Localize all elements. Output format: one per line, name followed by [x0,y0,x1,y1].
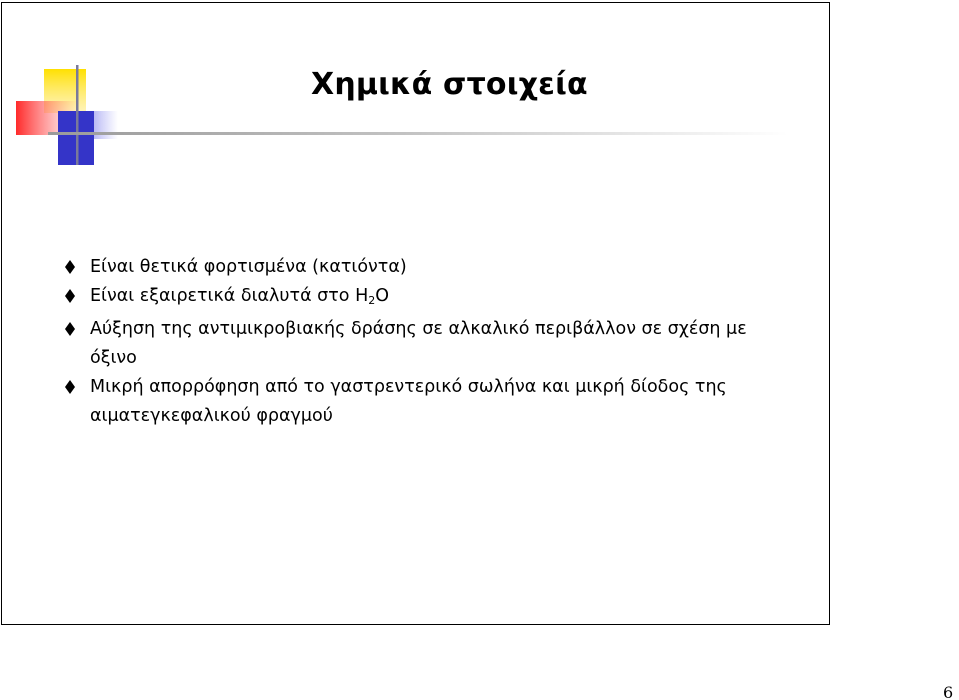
slide-title: Χημικά στοιχεία [311,67,588,102]
bullet-text: Είναι θετικά φορτισμένα (κατιόντα) [90,257,407,277]
bullet-text-continuation: αιματεγκεφαλικού φραγμού [90,406,333,426]
subscript: 2 [368,294,376,307]
bullet-item [64,315,784,373]
bullet-item [64,253,784,282]
bullet-list [64,253,784,431]
diamond-bullet-icon [64,259,76,275]
bullet-text: Μικρή απορρόφηση από το γαστρεντερικό σωλήνα και μικρή δίοδος της [90,377,727,397]
diamond-bullet-icon [64,379,76,395]
slide [1,2,830,625]
corner-decoration-icon [2,3,142,183]
bullet-item [64,373,784,431]
bullet-text-continuation: όξινο [90,348,137,368]
page-number: 6 [943,683,954,700]
bullet-text: Αύξηση της αντιμικροβιακής δράσης σε αλκαλικό περιβάλλον σε σχέση με [90,319,747,339]
bullet-text-suffix: O [375,286,390,306]
bullet-item [64,282,784,315]
diamond-bullet-icon [64,288,76,304]
diamond-bullet-icon [64,321,76,337]
bullet-text-prefix: Είναι εξαιρετικά διαλυτά στο H [90,286,369,306]
title-underline [48,132,788,135]
bullet-text [90,282,784,315]
